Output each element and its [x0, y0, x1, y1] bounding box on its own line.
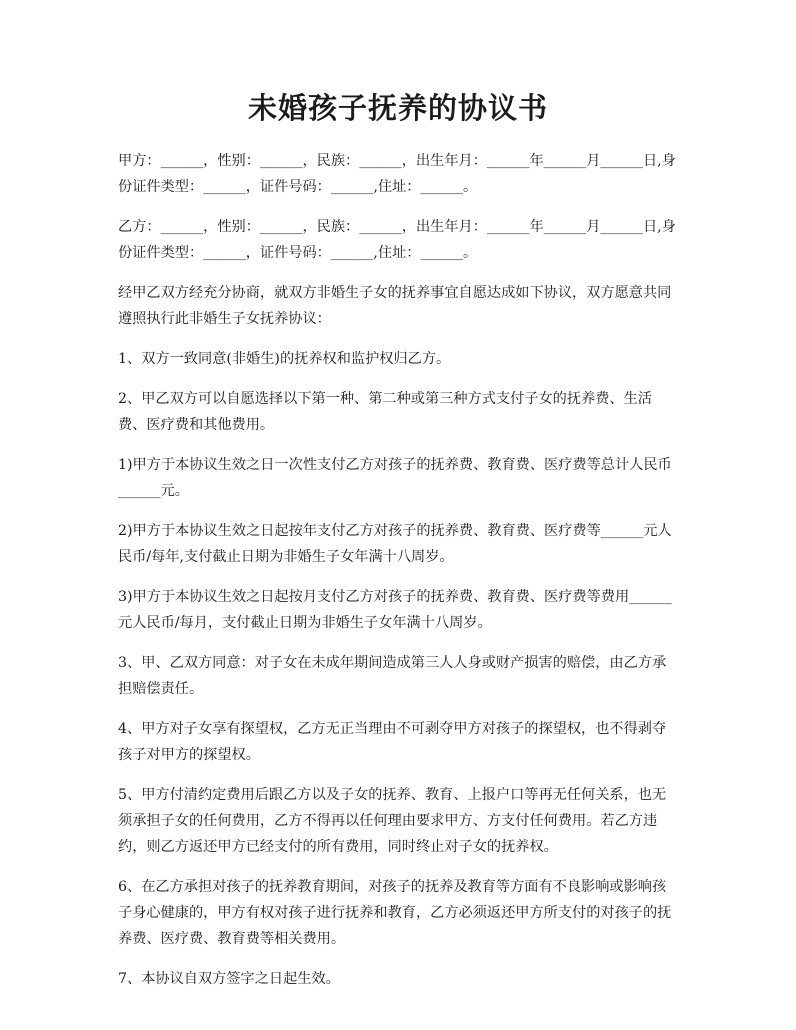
clause-6: 6、在乙方承担对孩子的抚养教育期间，对孩子的抚养及教育等方面有不良影响或影响孩子身心健康的，甲方有权对孩子进行抚养和教育，乙方必须返还甲方所支付的对孩子的抚养费、医疗费、教育费等相关费用。 [118, 879, 672, 947]
clause-3: 3、甲、乙双方同意：对子女在未成年期间造成第三人人身或财产损害的赔偿，由乙方承担赔偿责任。 [118, 655, 667, 697]
clause-2-option-1: 1)甲方于本协议生效之日一次性支付乙方对孩子的抚养费、教育费、医疗费等总计人民币______元。 [118, 457, 672, 499]
clause-1: 1、双方一致同意(非婚生)的抚养权和监护权归乙方。 [118, 351, 451, 367]
clause-2-option-2: 2)甲方于本协议生效之日起按年支付乙方对孩子的抚养费、教育费、医疗费等______元人民币/每年,支付截止日期为非婚生子女年满十八周岁。 [118, 523, 672, 565]
clause-5: 5、甲方付清约定费用后跟乙方以及子女的抚养、教育、上报户口等再无任何关系，也无须承担子女的任何费用，乙方不得再以任何理由要求甲方、方支付任何费用。若乙方违约，则乙方返还甲方已经支付的所有费用，同时终止对子女的抚养权。 [118, 787, 667, 855]
party-b-info: 乙方：______，性别：______，民族：______，出生年月：______年______月______日,身份证件类型：______，证件号码：______,住址：______。 [118, 219, 676, 261]
clause-4: 4、甲方对子女享有探望权，乙方无正当理由不可剥夺甲方对孩子的探望权，也不得剥夺孩子对甲方的探望权。 [118, 721, 667, 763]
clause-2-option-3: 3)甲方于本协议生效之日起按月支付乙方对孩子的抚养费、教育费、医疗费等费用______元人民币/每月，支付截止日期为非婚生子女年满十八周岁。 [118, 589, 672, 631]
party-a-info: 甲方：______，性别：______，民族：______，出生年月：______年______月______日,身份证件类型：______，证件号码：______,住址：______。 [118, 153, 676, 195]
document-title: 未婚孩子抚养的协议书 [247, 91, 548, 125]
preamble: 经甲乙双方经充分协商，就双方非婚生子女的抚养事宜自愿达成如下协议，双方愿意共同遵照执行此非婚生子女抚养协议： [118, 285, 672, 327]
document-body [118, 148, 678, 1006]
clause-7: 7、本协议自双方签字之日起生效。 [118, 971, 340, 987]
clause-2: 2、甲乙双方可以自愿选择以下第一种、第二种或第三种方式支付子女的抚养费、生活费、医疗费和其他费用。 [118, 391, 652, 433]
